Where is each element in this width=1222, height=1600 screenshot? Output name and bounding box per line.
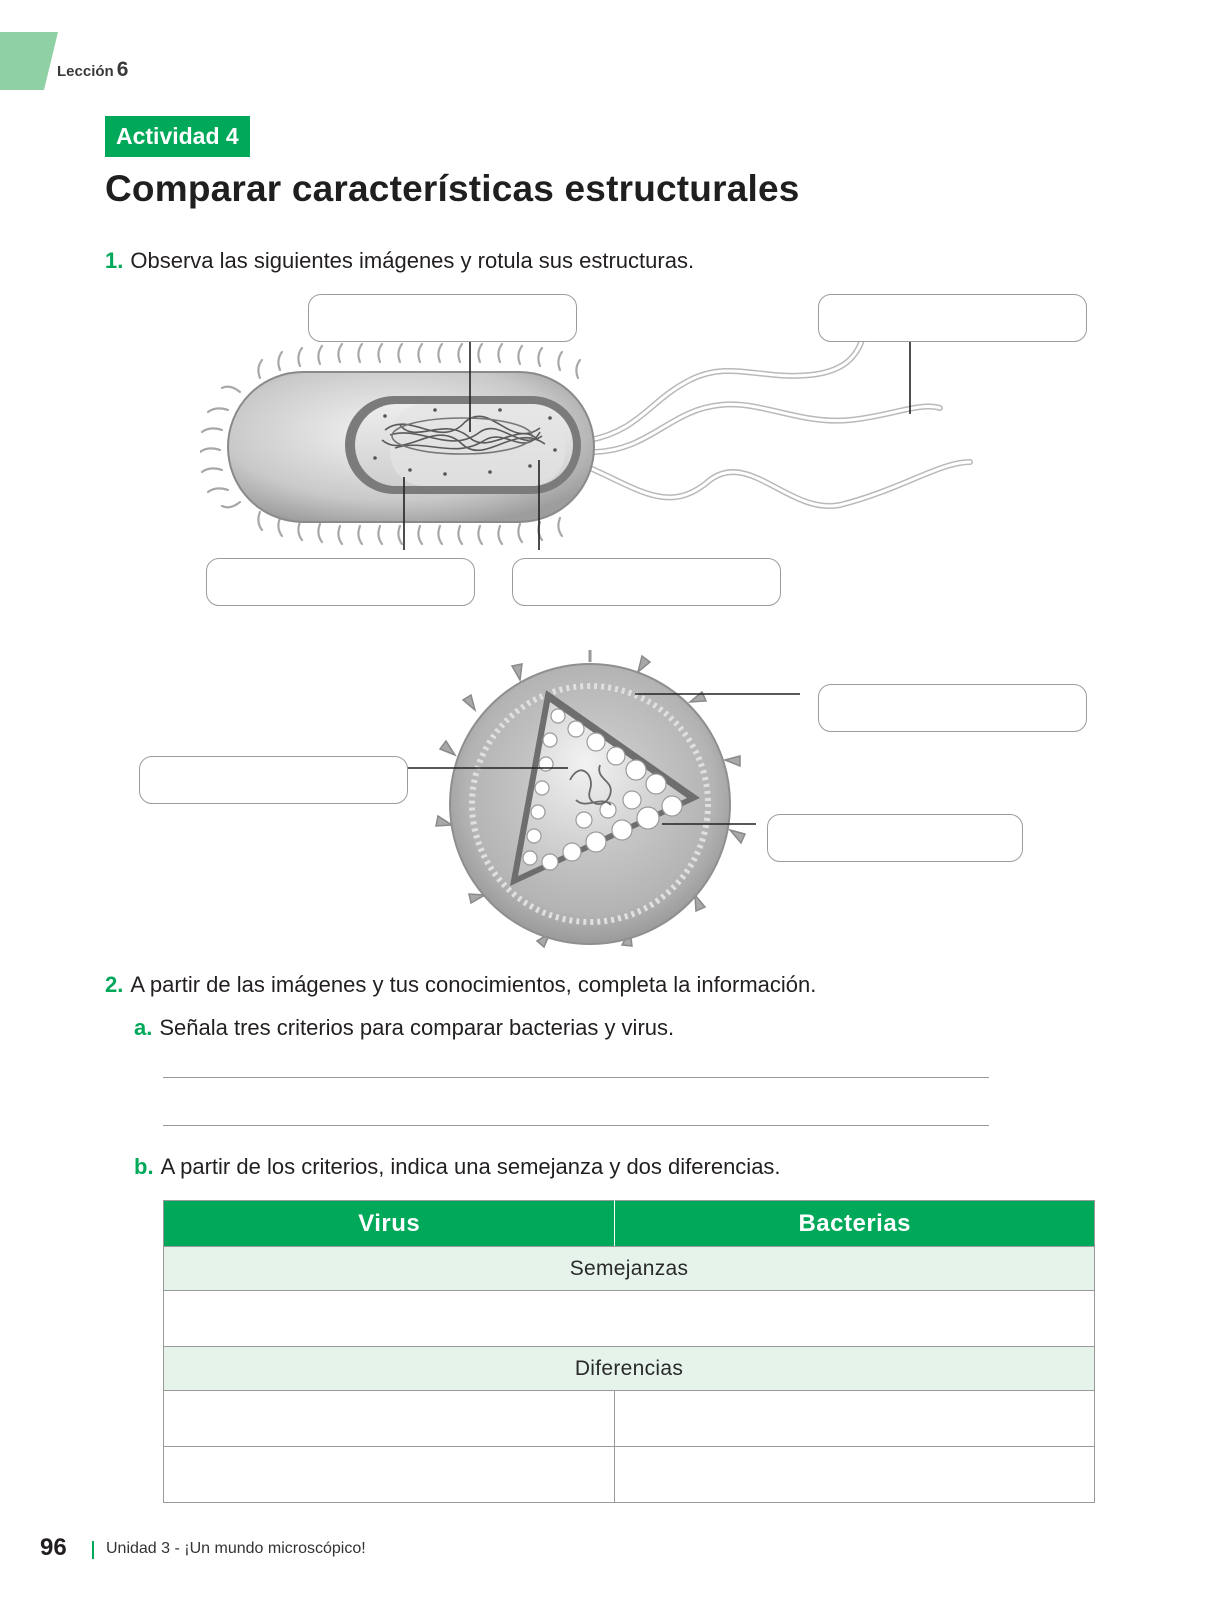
- comparison-table: [163, 1200, 1095, 1503]
- table-section-similarities: Semejanzas: [164, 1247, 1095, 1291]
- activity-badge: Actividad 4: [105, 116, 250, 157]
- difference-1-bacterias-cell[interactable]: [615, 1391, 1095, 1447]
- question-1-text: Observa las siguientes imágenes y rotula sus estructuras.: [130, 248, 695, 273]
- difference-2-bacterias-cell[interactable]: [615, 1447, 1095, 1503]
- lesson-tab-shape: [0, 32, 58, 90]
- question-2a-letter: a.: [134, 1015, 153, 1040]
- question-2a: [134, 1015, 674, 1041]
- virus-illustration: [400, 650, 800, 950]
- virus-label-box-genetic-material[interactable]: [139, 756, 408, 804]
- virus-label-box-capsid[interactable]: [767, 814, 1023, 862]
- question-2b-letter: b.: [134, 1154, 154, 1179]
- lesson-label-text: Lección: [57, 63, 114, 80]
- table-row: [164, 1291, 1095, 1347]
- difference-1-virus-cell[interactable]: [164, 1391, 615, 1447]
- answer-line-1[interactable]: [163, 1077, 989, 1078]
- question-1-number: 1.: [105, 248, 124, 273]
- question-1: [105, 248, 694, 274]
- question-2a-text: Señala tres criterios para comparar bacterias y virus.: [159, 1015, 675, 1040]
- question-2: [105, 972, 816, 998]
- table-row: [164, 1391, 1095, 1447]
- footer-divider: [92, 1541, 94, 1559]
- table-row: [164, 1447, 1095, 1503]
- bacterium-label-box-flagellum[interactable]: [818, 294, 1087, 342]
- question-2b-text: A partir de los criterios, indica una semejanza y dos diferencias.: [160, 1154, 781, 1179]
- virus-label-box-envelope[interactable]: [818, 684, 1087, 732]
- table-header-virus: Virus: [164, 1201, 615, 1247]
- page-title: Comparar características estructurales: [105, 168, 800, 209]
- question-2b: [134, 1154, 781, 1180]
- table-header-row: [164, 1201, 1095, 1247]
- footer-unit-text: Unidad 3 - ¡Un mundo microscópico!: [106, 1540, 366, 1557]
- lesson-number: 6: [116, 58, 129, 81]
- question-2-number: 2.: [105, 972, 124, 997]
- table-section-row: [164, 1247, 1095, 1291]
- table-section-row: [164, 1347, 1095, 1391]
- question-2-text: A partir de las imágenes y tus conocimientos, completa la información.: [130, 972, 817, 997]
- bacterium-illustration: [200, 340, 1000, 550]
- table-section-differences: Diferencias: [164, 1347, 1095, 1391]
- table-header-bacterias: Bacterias: [615, 1201, 1095, 1247]
- bacterium-label-box-wall[interactable]: [206, 558, 475, 606]
- similarity-answer-cell[interactable]: [164, 1291, 1095, 1347]
- bacterium-label-box-dna[interactable]: [308, 294, 577, 342]
- page-number: 96: [40, 1534, 67, 1561]
- bacterium-label-box-cytoplasm[interactable]: [512, 558, 781, 606]
- answer-line-2[interactable]: [163, 1125, 989, 1126]
- lesson-label: [57, 58, 128, 82]
- difference-2-virus-cell[interactable]: [164, 1447, 615, 1503]
